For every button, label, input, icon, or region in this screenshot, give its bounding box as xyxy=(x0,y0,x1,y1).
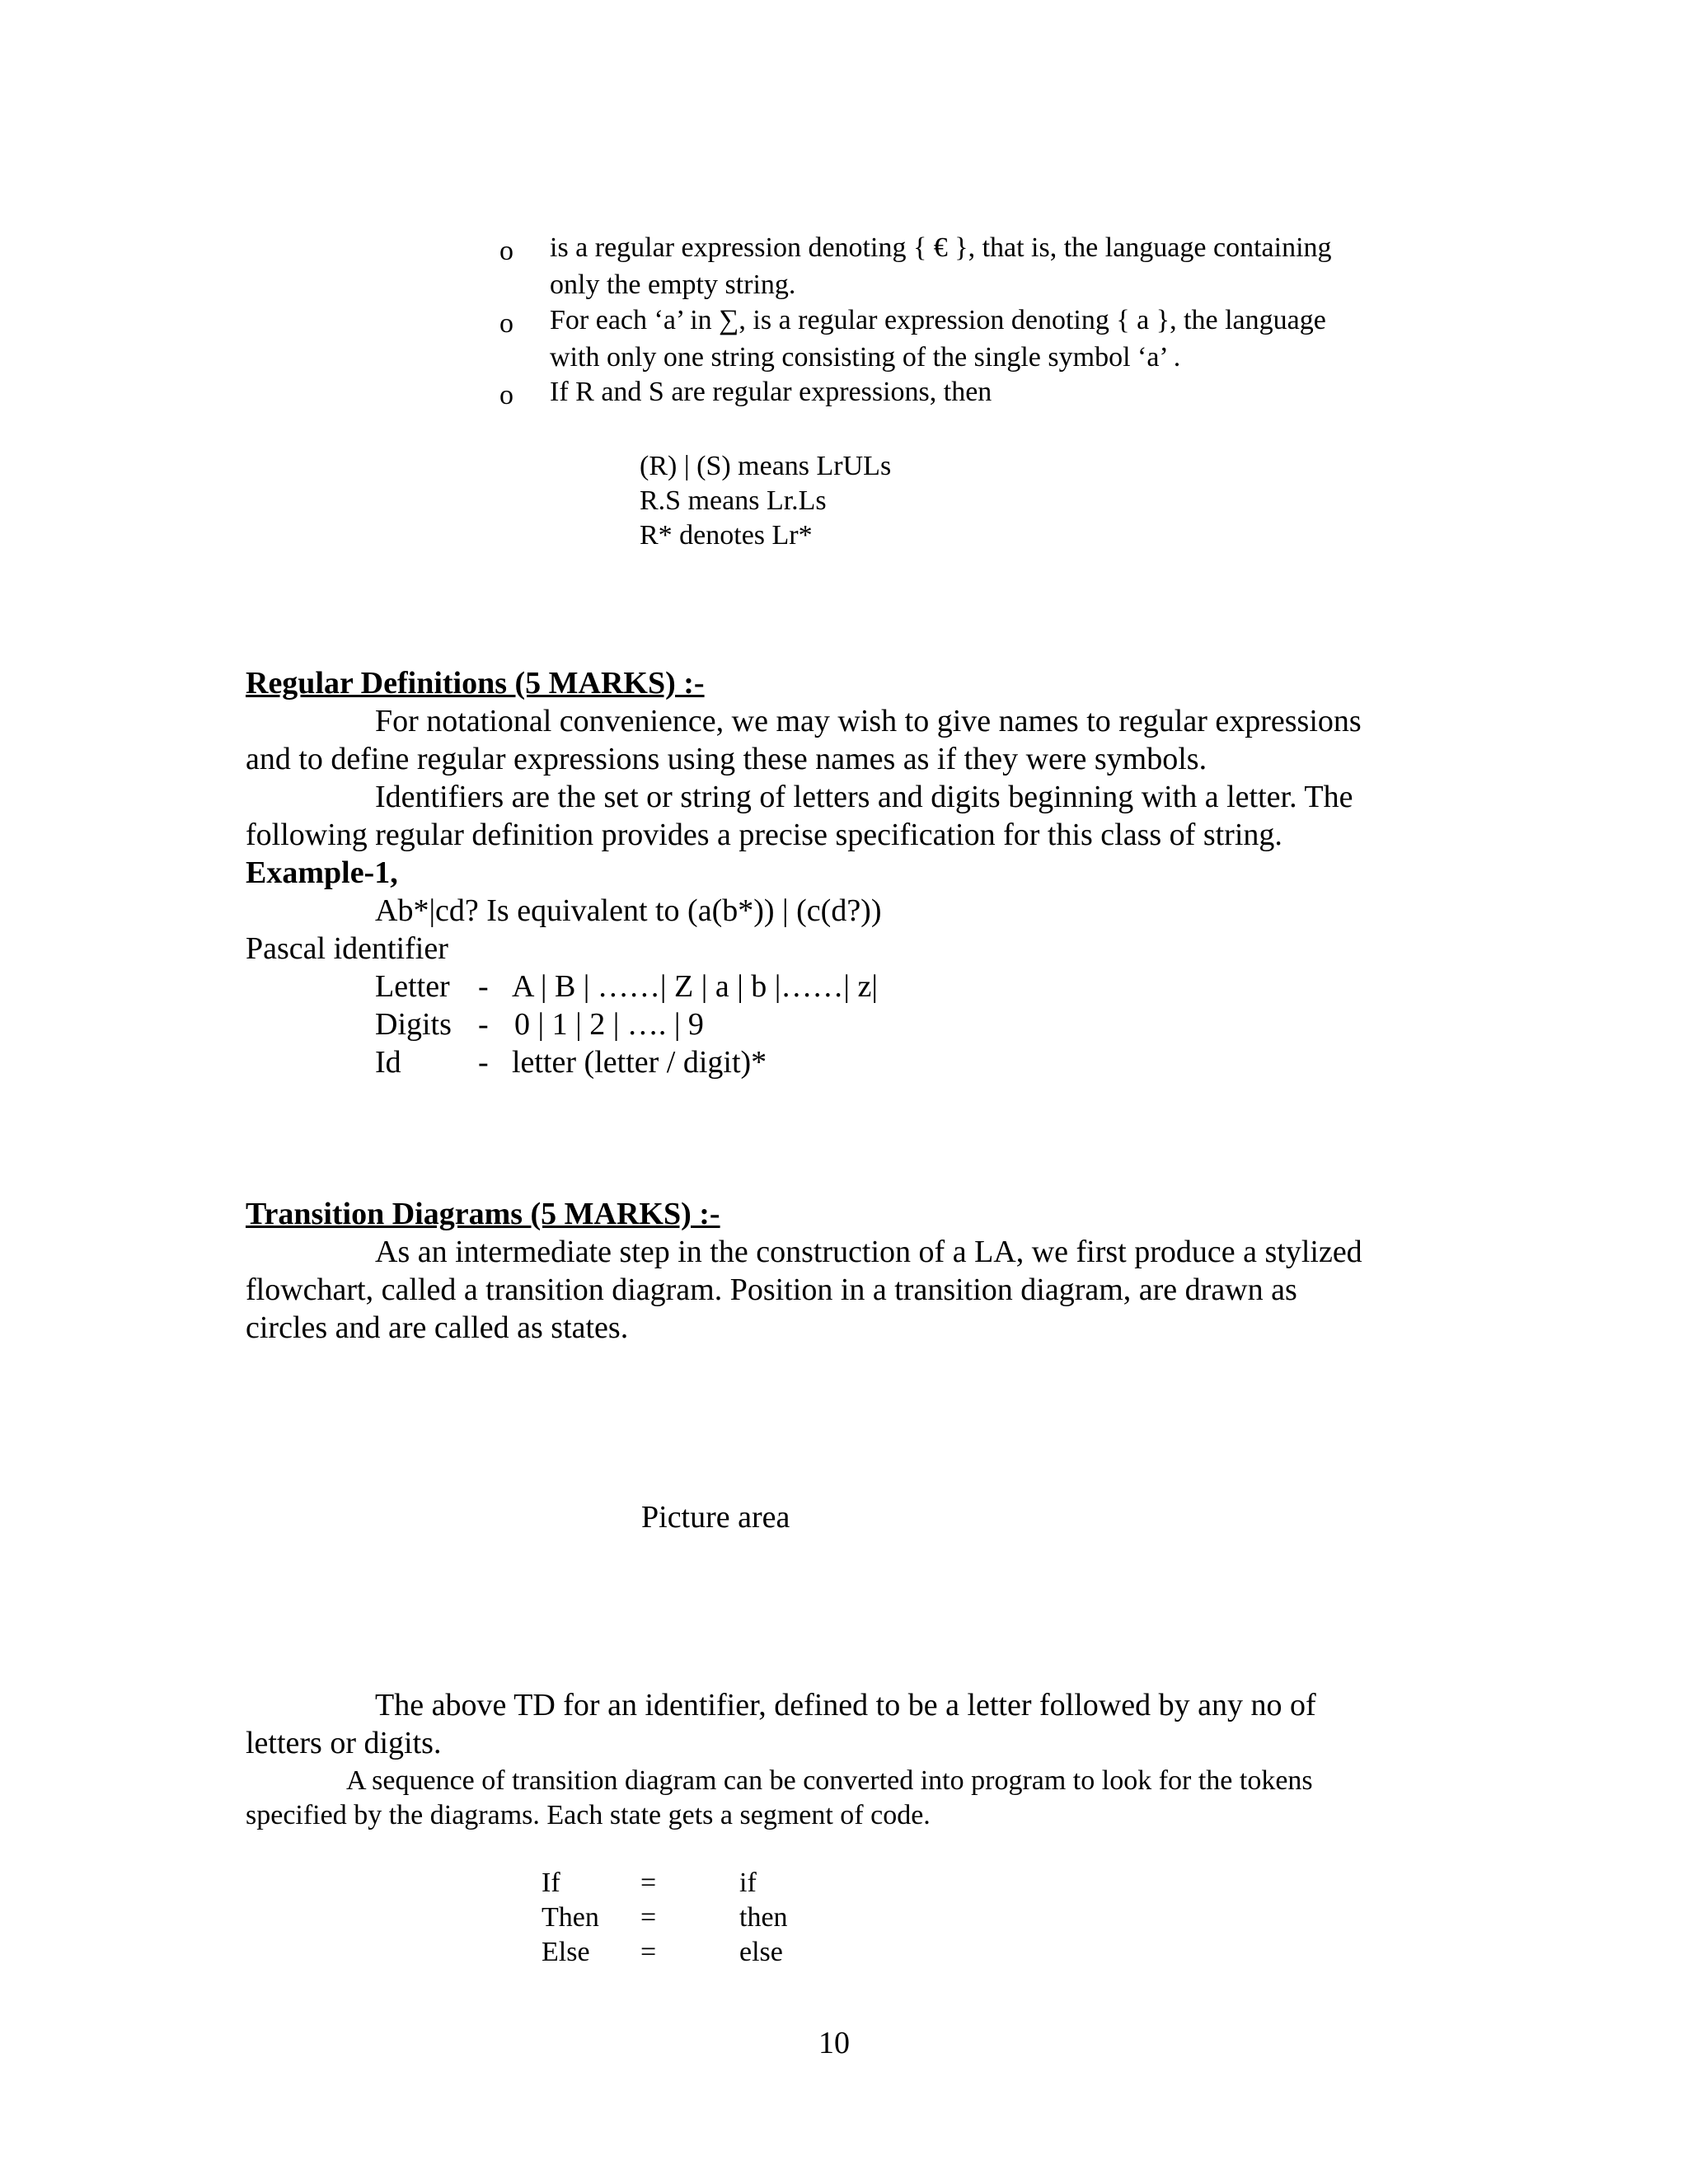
bullet-line: is a regular expression denoting { € }, that is, the language containing xyxy=(550,232,1332,263)
definition-dash: - xyxy=(478,1007,489,1042)
definition-name: Letter xyxy=(375,969,450,1004)
picture-placeholder: Picture area xyxy=(641,1500,790,1535)
paragraph-line: flowchart, called a transition diagram. Position in a transition diagram, are drawn as xyxy=(246,1272,1297,1307)
bullet-line: with only one string consisting of the single symbol ‘a’ . xyxy=(550,342,1181,373)
bullet-marker: o xyxy=(499,380,513,410)
keyword-name: If xyxy=(542,1868,560,1898)
rule-line: (R) | (S) means LrULs xyxy=(640,451,892,481)
bullet-line: For each ‘a’ in ∑, is a regular expression denoting { a }, the language xyxy=(550,305,1326,335)
definition-name: Id xyxy=(375,1045,401,1080)
paragraph-line: For notational convenience, we may wish to give names to regular expressions xyxy=(375,704,1362,738)
bullet-item xyxy=(550,302,1326,376)
paragraph-line: The above TD for an identifier, defined to be a letter followed by any no of xyxy=(375,1688,1316,1722)
pascal-identifier-label: Pascal identifier xyxy=(246,931,448,966)
page-number: 10 xyxy=(818,2026,850,2060)
keyword-equals: = xyxy=(640,1937,657,1967)
paragraph-line: As an intermediate step in the construction of a LA, we first produce a stylized xyxy=(375,1235,1362,1269)
definition-value: 0 | 1 | 2 | …. | 9 xyxy=(514,1007,704,1042)
section-heading-regular-definitions: Regular Definitions (5 MARKS) :- xyxy=(246,666,705,701)
definition-dash: - xyxy=(478,969,489,1004)
bullet-line: If R and S are regular expressions, then xyxy=(550,377,992,407)
keyword-value: if xyxy=(739,1868,757,1898)
rule-line: R* denotes Lr* xyxy=(640,520,813,551)
paragraph-line: Identifiers are the set or string of letters and digits beginning with a letter. The xyxy=(375,780,1353,814)
definition-dash: - xyxy=(478,1045,489,1080)
keyword-value: else xyxy=(739,1937,783,1967)
bullet-item xyxy=(550,229,1332,303)
keyword-equals: = xyxy=(640,1902,657,1933)
keyword-name: Then xyxy=(542,1902,599,1933)
paragraph-line: and to define regular expressions using these names as if they were symbols. xyxy=(246,742,1207,776)
keyword-equals: = xyxy=(640,1868,657,1898)
section-heading-transition-diagrams: Transition Diagrams (5 MARKS) :- xyxy=(246,1197,720,1231)
paragraph-line: circles and are called as states. xyxy=(246,1310,629,1345)
paragraph-line: A sequence of transition diagram can be converted into program to look for the tokens xyxy=(346,1765,1313,1796)
paragraph-line: specified by the diagrams. Each state gets a segment of code. xyxy=(246,1800,931,1830)
rule-line: R.S means Lr.Ls xyxy=(640,485,827,516)
definition-value: letter (letter / digit)* xyxy=(512,1045,767,1080)
bullet-line: only the empty string. xyxy=(550,269,796,300)
example-label: Example-1, xyxy=(246,855,398,890)
bullet-marker: o xyxy=(499,308,513,339)
definition-name: Digits xyxy=(375,1007,452,1042)
bullet-item xyxy=(550,373,992,410)
paragraph-line: following regular definition provides a precise specification for this class of string. xyxy=(246,818,1282,852)
keyword-value: then xyxy=(739,1902,788,1933)
keyword-name: Else xyxy=(542,1937,590,1967)
paragraph-line: letters or digits. xyxy=(246,1726,442,1760)
example-expression: Ab*|cd? Is equivalent to (a(b*)) | (c(d?)) xyxy=(375,893,882,928)
definition-value: A | B | ……| Z | a | b |……| z| xyxy=(512,969,878,1004)
bullet-marker: o xyxy=(499,236,513,266)
